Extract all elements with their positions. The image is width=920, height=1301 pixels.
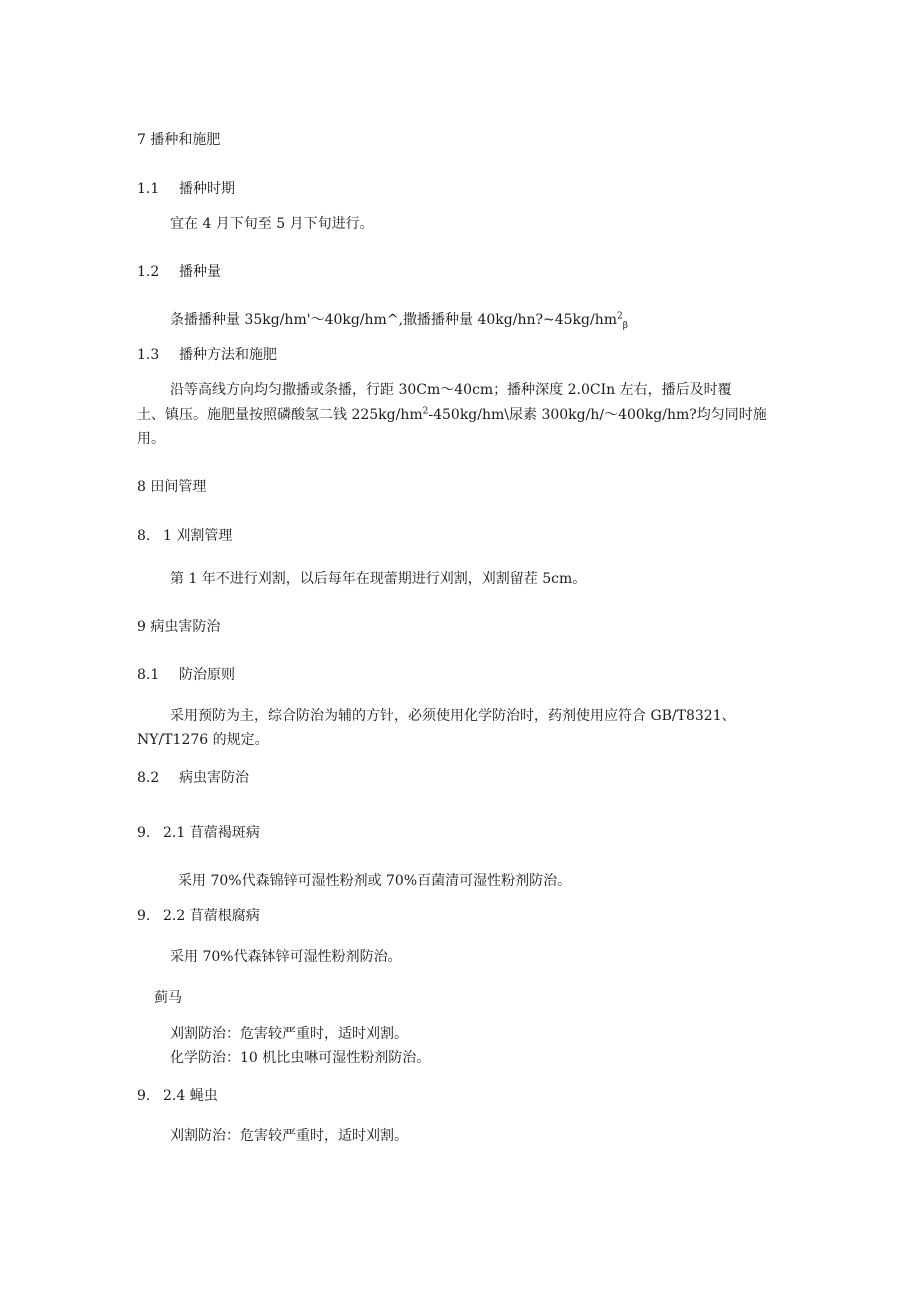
section-number: 8. bbox=[137, 528, 151, 544]
section-7-heading: 7 播种和施肥 bbox=[137, 132, 221, 148]
section-8-1-heading bbox=[137, 527, 232, 545]
section-number: 1.1 bbox=[137, 181, 160, 197]
paragraph-line: 化学防治：10 机比虫啉可湿性粉剂防治。 bbox=[170, 1050, 431, 1066]
section-1-1-heading bbox=[137, 180, 235, 198]
section-number: 9. bbox=[137, 825, 151, 841]
paragraph: 刈割防治：危害较严重时，适时刈割。 bbox=[170, 1128, 408, 1144]
superscript: 2 bbox=[616, 311, 623, 322]
paragraph: 采用 70%代森钵锌可湿性粉剂防治。 bbox=[170, 949, 402, 965]
paragraph: 宜在 4 月下旬至 5 月下旬进行。 bbox=[170, 216, 374, 232]
section-number: 8.2 bbox=[137, 770, 160, 786]
paragraph bbox=[170, 311, 628, 329]
paragraph-line: NY/T1276 的规定。 bbox=[137, 732, 269, 748]
paragraph-line bbox=[137, 406, 767, 424]
paragraph-line: 沿等高线方向均匀撒播或条播，行距 30Cm～40cm；播种深度 2.0CIn 左右，播后及时覆 bbox=[170, 382, 732, 398]
section-title: 播种量 bbox=[179, 264, 221, 280]
section-number: 1.2 bbox=[137, 264, 160, 280]
paragraph-text: 土、镇压。施肥量按照磷酸氢二钱 225kg/hm bbox=[137, 407, 423, 423]
section-8-2-heading bbox=[137, 769, 249, 787]
subscript: β bbox=[622, 320, 628, 331]
superscript: 2 bbox=[422, 406, 429, 417]
pest-heading bbox=[137, 1087, 218, 1105]
section-number: 8.1 bbox=[137, 667, 160, 683]
section-9-heading: 9 病虫害防治 bbox=[137, 619, 221, 635]
paragraph-line: 刈割防治：危害较严重时，适时刈割。 bbox=[170, 1026, 408, 1042]
section-number: 9. bbox=[137, 908, 151, 924]
section-title: 播种时期 bbox=[179, 181, 235, 197]
section-title: 2.1 苜蓿褐斑病 bbox=[163, 825, 260, 841]
section-title: 2.4 蝇虫 bbox=[163, 1088, 218, 1104]
section-title: 病虫害防治 bbox=[179, 770, 249, 786]
section-number: 9. bbox=[137, 1088, 151, 1104]
disease-heading bbox=[137, 907, 260, 925]
pest-heading: 蓟马 bbox=[154, 990, 182, 1006]
section-title: 1 刈割管理 bbox=[163, 528, 233, 544]
section-1-3-heading bbox=[137, 346, 277, 364]
paragraph-line: 用。 bbox=[137, 431, 165, 447]
section-number: 1.3 bbox=[137, 347, 160, 363]
paragraph-line: 采用预防为主，综合防治为辅的方针，必须使用化学防治时，药剂使用应符合 GB/T8321、 bbox=[170, 708, 736, 724]
paragraph: 采用 70%代森锦锌可湿性粉剂或 70%百菌清可湿性粉剂防治。 bbox=[178, 873, 572, 889]
section-8-heading: 8 田间管理 bbox=[137, 479, 207, 495]
section-8-1-principle-heading bbox=[137, 666, 235, 684]
paragraph-text: -450kg/hm\尿素 300kg/h∕～400kg/hm?均匀同时施 bbox=[428, 407, 767, 423]
section-title: 2.2 苜蓿根腐病 bbox=[163, 908, 260, 924]
section-title: 防治原则 bbox=[179, 667, 235, 683]
paragraph: 第 1 年不进行刈割，以后每年在现蕾期进行刈割，刈割留茬 5cm。 bbox=[170, 571, 587, 587]
section-1-2-heading bbox=[137, 263, 221, 281]
paragraph-text: 条播播种量 35kg/hm'～40kg/hm^,撒播播种量 40kg/hn?~45kg/hm bbox=[170, 312, 617, 328]
disease-heading bbox=[137, 824, 260, 842]
section-title: 播种方法和施肥 bbox=[179, 347, 277, 363]
